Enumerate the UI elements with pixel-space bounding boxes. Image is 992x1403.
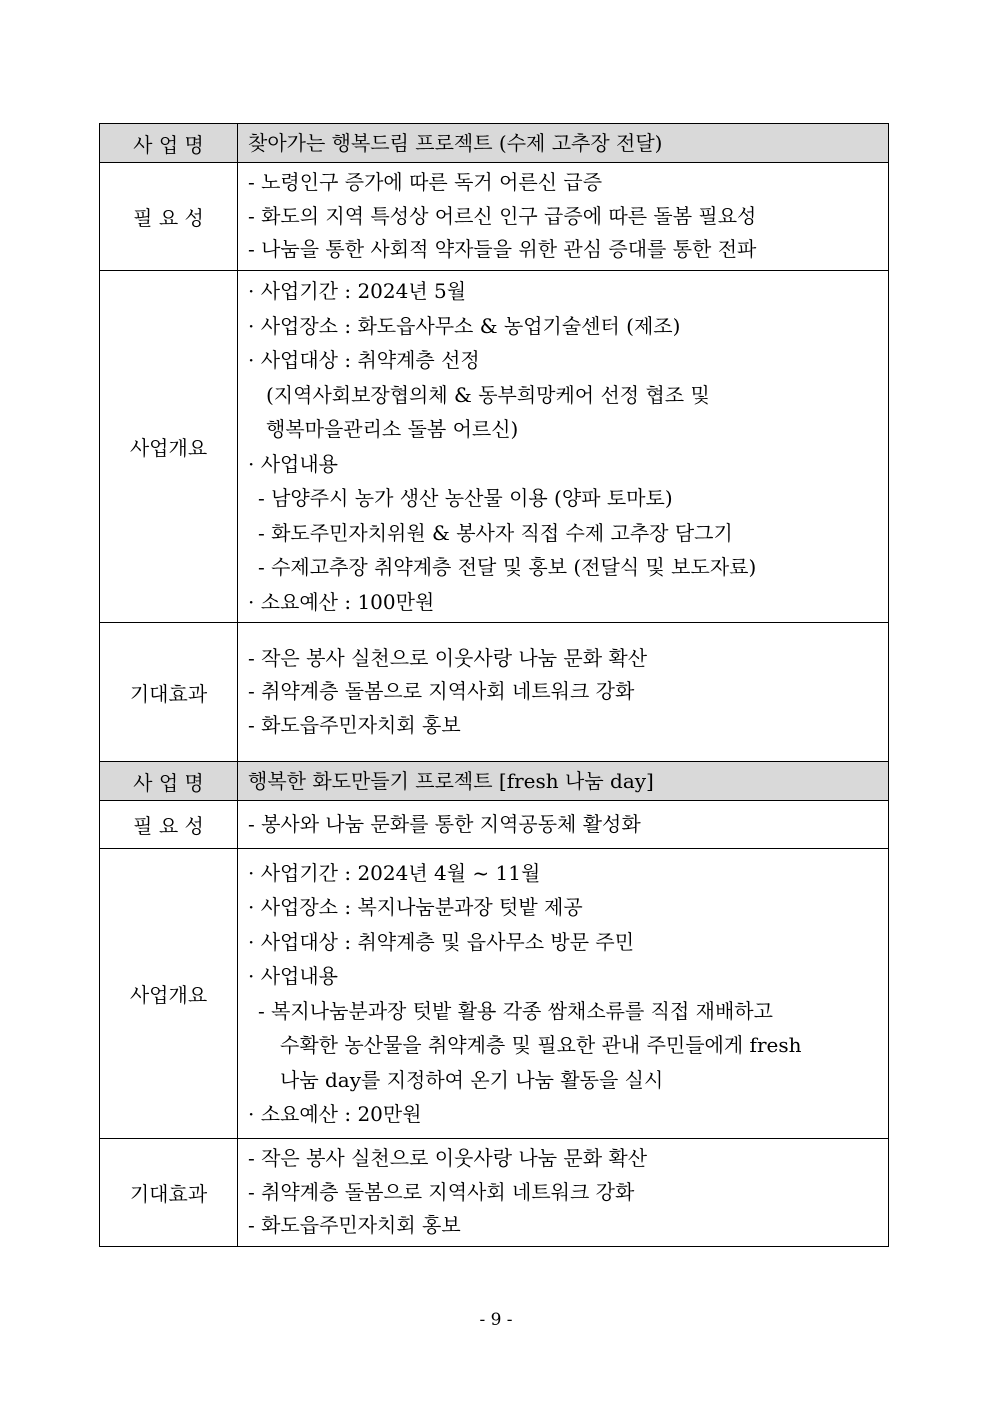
overview-content-item: - 수제고추장 취약계층 전달 및 홍보 (전달식 및 보도자료) <box>258 555 757 579</box>
label-project-name: 사 업 명 <box>100 124 238 163</box>
overview-target: · 사업대상 : 취약계층 선정 <box>248 348 480 372</box>
overview-budget: · 소요예산 : 20만원 <box>248 1102 422 1126</box>
need-list <box>238 163 889 271</box>
effect-list <box>238 1139 889 1247</box>
project-2-overview-row <box>100 849 889 1139</box>
list-item: - 봉사와 나눔 문화를 통한 지역공동체 활성화 <box>248 811 641 836</box>
label-need: 필 요 성 <box>100 801 238 849</box>
label-overview: 사업개요 <box>100 849 238 1139</box>
label-overview: 사업개요 <box>100 271 238 623</box>
overview-content-item: - 남양주시 농가 생산 농산물 이용 (양파 토마토) <box>258 486 673 510</box>
overview-budget: · 소요예산 : 100만원 <box>248 589 435 614</box>
list-item: - 작은 봉사 실천으로 이웃사랑 나눔 문화 확산 <box>248 645 648 670</box>
overview-content-item: 수확한 농산물을 취약계층 및 필요한 관내 주민들에게 fresh <box>280 1033 802 1057</box>
overview-content-item: - 화도주민자치위원 & 봉사자 직접 수제 고추장 담그기 <box>258 520 733 545</box>
list-item: - 취약계층 돌봄으로 지역사회 네트워크 강화 <box>248 679 635 704</box>
project-title: 행복한 화도만들기 프로젝트 [fresh 나눔 day] <box>238 762 889 801</box>
label-project-name: 사 업 명 <box>100 762 238 801</box>
overview-period: · 사업기간 : 2024년 4월 ~ 11월 <box>248 860 541 885</box>
overview-place: · 사업장소 : 복지나눔분과장 텃밭 제공 <box>248 895 583 919</box>
label-effect: 기대효과 <box>100 1139 238 1247</box>
list-item: - 화도읍주민자치회 홍보 <box>248 1213 461 1238</box>
list-item: - 나눔을 통한 사회적 약자들을 위한 관심 증대를 통한 전파 <box>248 237 757 262</box>
overview-target-detail: (지역사회보장협의체 & 동부희망케어 선정 협조 및 <box>266 382 710 407</box>
list-item: - 작은 봉사 실천으로 이웃사랑 나눔 문화 확산 <box>248 1146 648 1171</box>
overview-place: · 사업장소 : 화도읍사무소 & 농업기술센터 (제조) <box>248 313 681 338</box>
overview-content-head: · 사업내용 <box>248 964 338 988</box>
overview-content-item: - 복지나눔분과장 텃밭 활용 각종 쌈채소류를 직접 재배하고 <box>258 998 773 1023</box>
project-1-effect-row <box>100 623 889 762</box>
overview-list <box>238 849 889 1139</box>
overview-target: · 사업대상 : 취약계층 및 읍사무소 방문 주민 <box>248 929 635 954</box>
overview-list <box>238 271 889 623</box>
label-need: 필 요 성 <box>100 163 238 271</box>
project-2-effect-row <box>100 1139 889 1247</box>
project-table <box>99 123 889 1247</box>
need-list <box>238 801 889 849</box>
overview-target-detail: 행복마을관리소 돌봄 어르신) <box>266 417 519 441</box>
project-1-need-row <box>100 163 889 271</box>
list-item: - 화도의 지역 특성상 어르신 인구 급증에 따른 돌봄 필요성 <box>248 203 757 228</box>
list-item: - 화도읍주민자치회 홍보 <box>248 712 461 737</box>
list-item: - 노령인구 증가에 따른 독거 어른신 급증 <box>248 170 603 195</box>
project-1-overview-row <box>100 271 889 623</box>
project-title: 찾아가는 행복드림 프로젝트 (수제 고추장 전달) <box>238 124 889 163</box>
effect-list <box>238 623 889 762</box>
project-2-title-row <box>100 762 889 801</box>
list-item: - 취약계층 돌봄으로 지역사회 네트워크 강화 <box>248 1179 635 1204</box>
label-effect: 기대효과 <box>100 623 238 762</box>
project-1-title-row <box>100 124 889 163</box>
overview-content-item: 나눔 day를 지정하여 온기 나눔 활동을 실시 <box>280 1067 664 1092</box>
page-number: - 9 - <box>479 1310 513 1330</box>
project-2-need-row <box>100 801 889 849</box>
overview-content-head: · 사업내용 <box>248 451 338 476</box>
overview-period: · 사업기간 : 2024년 5월 <box>248 279 467 303</box>
